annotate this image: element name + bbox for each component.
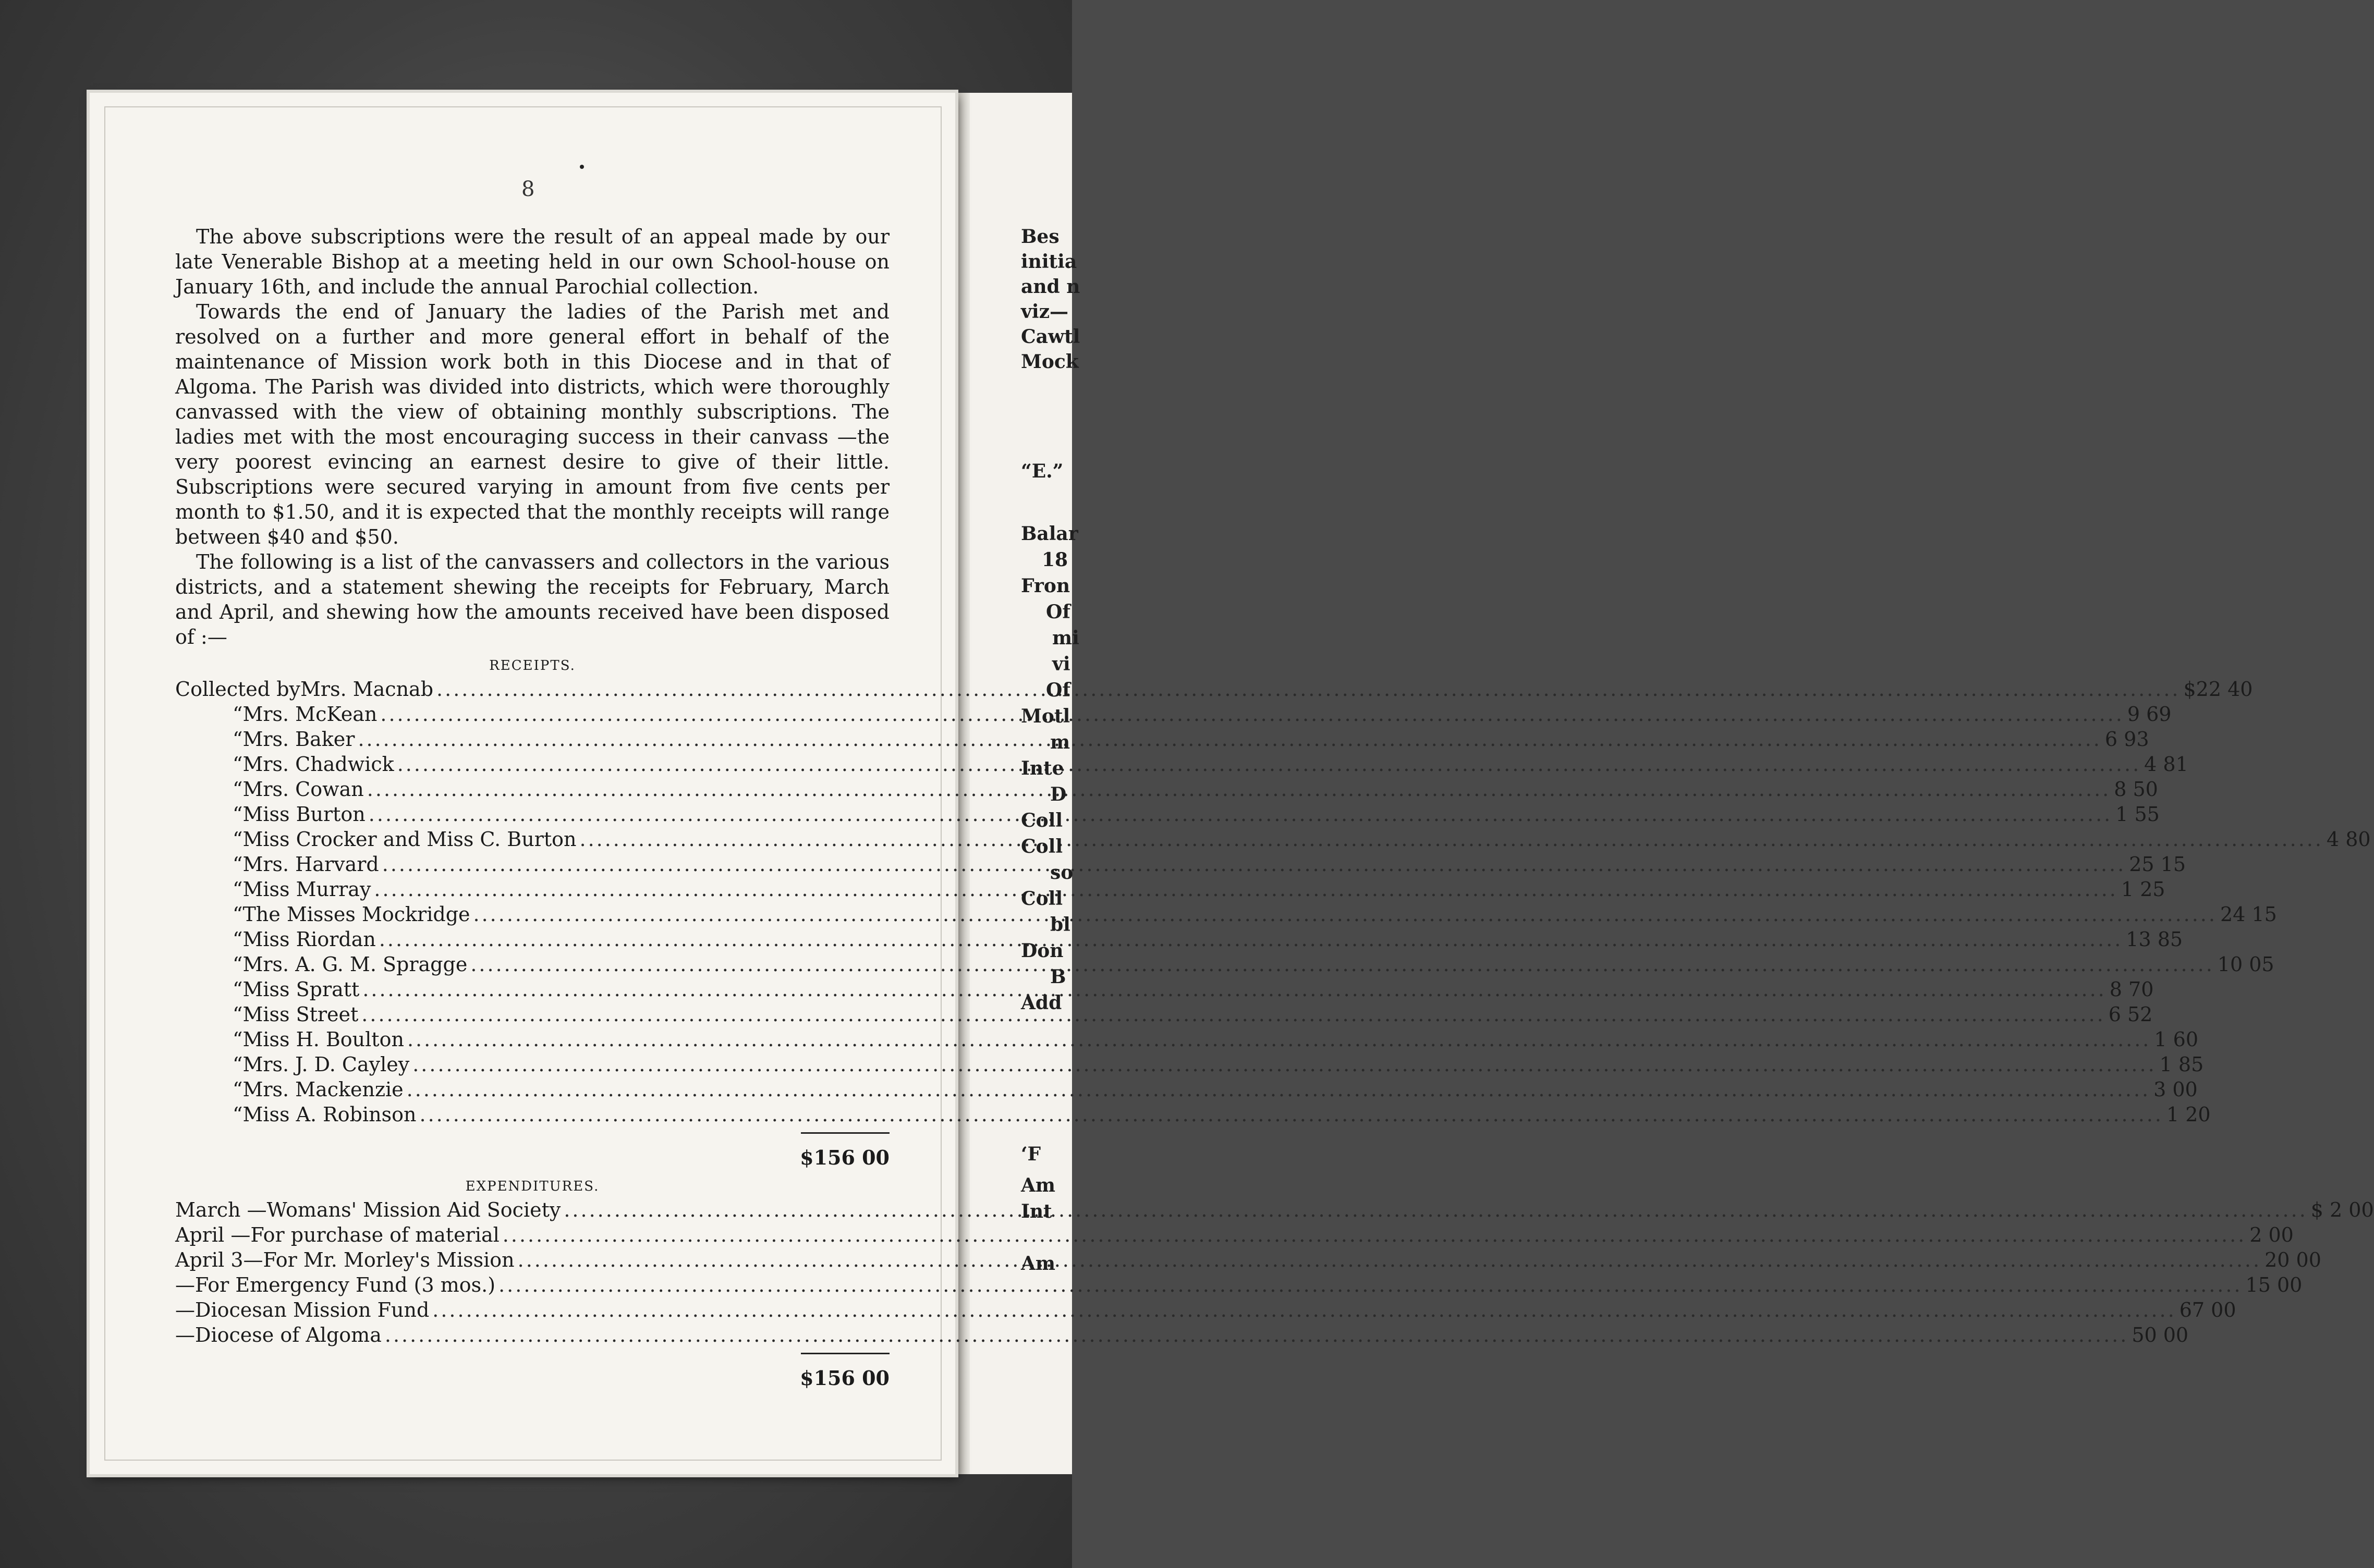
collected-by-label: Collected by — [175, 678, 300, 701]
expenditure-row — [175, 1297, 2236, 1322]
receipt-amount: 8 70 — [2109, 978, 2154, 1001]
leader-dots — [432, 1297, 2176, 1322]
ditto-mark: “ — [233, 728, 243, 751]
receipt-amount: 13 85 — [2126, 928, 2183, 951]
collector-name: Miss Burton — [242, 803, 366, 826]
leader-dots — [579, 827, 2323, 852]
receipt-amount: 8 50 — [2114, 778, 2158, 801]
receipts-total-amount: $156 00 — [800, 1146, 890, 1169]
collector-name: Miss Riordan — [242, 928, 376, 951]
collector-name: Miss Crocker and Miss C. Burton — [242, 828, 577, 851]
expenditure-row — [175, 1272, 2303, 1297]
ditto-mark: “ — [233, 1053, 243, 1076]
expenditure-date: — — [175, 1273, 195, 1296]
facing-page-fragment: Don — [1021, 940, 1064, 962]
expenditure-date: April — — [175, 1223, 251, 1246]
paragraph-canvass: Towards the end of January the ladies of the Parish met and resolved on a further and more general effort in behalf of the maintenance of Mission work both in this Diocese and in that of Algoma. The Parish was divided into districts, which were thoroughly canvassed with the view of obtaining monthly subscriptions. The ladies met with the most encouraging success in their canvass —the very poorest evincing an earnest desire to give of their little. Subscriptions were secured varying in amount from five cents per month to $1.50, and it is expected that the monthly receipts will range between $40 and $50. — [175, 300, 890, 548]
collector-name: Miss Spratt — [242, 978, 360, 1001]
ditto-mark: “ — [233, 778, 243, 801]
facing-page-fragment: Coll — [1021, 836, 1063, 858]
leader-dots — [374, 877, 2117, 902]
facing-page-fragment: Am — [1021, 1253, 1056, 1275]
expenditure-row — [175, 1222, 2294, 1247]
collector-name: Mrs. A. G. M. Spragge — [242, 953, 468, 976]
leader-dots — [503, 1222, 2246, 1247]
expenditure-amount: 15 00 — [2245, 1273, 2303, 1296]
leader-dots — [379, 927, 2123, 952]
facing-page-fragment: Of — [1046, 601, 1070, 623]
facing-page-fragment: Bes — [1021, 226, 1060, 248]
facing-page-fragment: “E.” — [1021, 460, 1064, 482]
facing-page-fragment: initia — [1021, 251, 1077, 273]
expenditure-purpose: For Emergency Fund (3 mos.) — [195, 1273, 496, 1296]
facing-page-fragment: Inte — [1021, 757, 1064, 779]
facing-page-fragment: Of — [1046, 679, 1070, 701]
leader-dots — [412, 1052, 2156, 1077]
facing-page-fragment: ‘F — [1021, 1143, 1041, 1165]
leader-dots — [407, 1027, 2151, 1052]
expenditure-purpose: Womans' Mission Aid Society — [266, 1198, 561, 1221]
leader-dots — [362, 977, 2106, 1002]
collector-name: Mrs. Macnab — [300, 678, 434, 701]
receipt-row — [175, 977, 2154, 1002]
receipt-amount: 4 81 — [2144, 753, 2188, 776]
facing-page-fragment: Balar — [1021, 523, 1078, 545]
expenditure-amount: 20 00 — [2265, 1248, 2321, 1271]
ditto-mark: “ — [233, 903, 243, 926]
facing-page-fragment: vi — [1052, 653, 1070, 675]
leader-dots — [473, 902, 2217, 927]
leader-dots — [361, 1002, 2105, 1027]
ditto-mark: “ — [233, 928, 243, 951]
expenditure-date: April 3— — [175, 1248, 263, 1271]
facing-page-fragment: Int — [1021, 1200, 1052, 1222]
facing-page-fragment: m — [1050, 731, 1070, 753]
expenditure-purpose: For purchase of material — [250, 1223, 500, 1246]
leader-dots — [397, 752, 2141, 777]
facing-page-fragment: viz— — [1021, 301, 1069, 323]
facing-page-fragment: Coll — [1021, 810, 1063, 831]
leader-dots — [358, 727, 2101, 752]
facing-page-fragment: Mock — [1021, 351, 1079, 373]
collector-name: Mrs. Harvard — [242, 853, 379, 876]
receipts-heading: RECEIPTS. — [489, 658, 576, 673]
collector-name: Mrs. Cowan — [242, 778, 364, 801]
facing-page-fragment: Motl — [1021, 705, 1070, 727]
expenditure-amount: $ 2 00 — [2310, 1198, 2374, 1221]
facing-page-fragment: B — [1050, 966, 1066, 988]
receipt-amount: 25 15 — [2129, 853, 2186, 876]
expenditures-total — [175, 1366, 890, 1391]
expenditure-date: — — [175, 1298, 195, 1321]
receipt-amount: 3 00 — [2153, 1078, 2198, 1101]
facing-page-fragment: Fron — [1021, 575, 1070, 597]
expenditure-purpose: For Mr. Morley's Mission — [263, 1248, 515, 1271]
facing-page-fragment: bl — [1050, 914, 1070, 936]
receipt-amount: 6 93 — [2104, 728, 2149, 751]
expenditures-heading: EXPENDITURES. — [465, 1179, 600, 1194]
facing-page-fragment: and n — [1021, 276, 1080, 298]
facing-page-fragment: 18 — [1042, 549, 1068, 571]
expenditures-total-amount: $156 00 — [800, 1366, 890, 1390]
ink-dot — [580, 165, 584, 169]
receipt-amount: 1 20 — [2166, 1103, 2211, 1126]
ditto-mark: “ — [233, 1103, 243, 1126]
collector-name: Miss A. Robinson — [242, 1103, 417, 1126]
facing-page-fragment: Cawtl — [1021, 326, 1080, 348]
ditto-mark: “ — [233, 978, 243, 1001]
leader-dots — [498, 1272, 2242, 1297]
receipt-amount: 4 80 — [2326, 828, 2371, 851]
receipt-amount: 9 69 — [2127, 703, 2172, 726]
receipt-amount: 1 25 — [2121, 878, 2165, 901]
expenditure-amount: 67 00 — [2179, 1298, 2236, 1321]
receipts-rule — [175, 1132, 890, 1134]
ditto-mark: “ — [233, 878, 243, 901]
expenditure-purpose: Diocesan Mission Fund — [195, 1298, 430, 1321]
receipt-row — [175, 1052, 2204, 1077]
receipts-total — [175, 1145, 890, 1170]
ditto-mark: “ — [233, 1078, 243, 1101]
receipt-row — [175, 1102, 2211, 1127]
leader-dots — [369, 802, 2112, 827]
leader-dots — [564, 1197, 2307, 1222]
facing-page-fragment: Add — [1021, 992, 1062, 1014]
receipt-row — [175, 1077, 2198, 1102]
collector-name: Miss Street — [242, 1003, 359, 1026]
expenditure-purpose: Diocese of Algoma — [195, 1324, 382, 1346]
expenditure-date: — — [175, 1324, 195, 1346]
ditto-mark: “ — [233, 753, 243, 776]
ditto-mark: “ — [233, 703, 243, 726]
leader-dots — [367, 777, 2111, 802]
collector-name: Mrs. McKean — [242, 703, 378, 726]
receipt-amount: 1 85 — [2159, 1053, 2204, 1076]
ditto-mark: “ — [233, 1003, 243, 1026]
receipt-row — [175, 727, 2149, 752]
leader-dots — [382, 852, 2126, 877]
leader-dots — [380, 702, 2124, 727]
page-number: 8 — [521, 177, 535, 201]
ditto-mark: “ — [233, 828, 243, 851]
leader-dots — [385, 1322, 2128, 1348]
collector-name: Miss H. Boulton — [242, 1028, 404, 1051]
receipt-amount: 1 55 — [2115, 803, 2160, 826]
paragraph-list-intro: The following is a list of the canvassers and collectors in the various districts, and a statement shewing the receipts for February, March and April, and shewing how the amounts received have been disposed of :— — [175, 550, 890, 648]
leader-dots — [470, 952, 2214, 977]
collector-name: Mrs. Chadwick — [242, 753, 394, 776]
expenditure-date: March — — [175, 1198, 267, 1221]
leader-dots — [407, 1077, 2150, 1102]
ditto-mark: “ — [233, 953, 243, 976]
facing-page-fragment: so — [1050, 862, 1074, 884]
facing-page-fragment: Am — [1021, 1174, 1056, 1196]
receipt-row — [175, 1027, 2198, 1052]
leader-dots — [419, 1102, 2163, 1127]
receipt-amount: $22 40 — [2183, 678, 2253, 701]
receipt-amount: 24 15 — [2220, 903, 2277, 926]
expenditures-rule — [175, 1353, 890, 1354]
facing-page-fragment: D — [1050, 783, 1067, 805]
leader-dots — [436, 677, 2180, 702]
expenditure-amount: 50 00 — [2132, 1324, 2189, 1346]
facing-page-fragment: mi — [1052, 627, 1079, 649]
receipt-amount: 1 60 — [2154, 1028, 2198, 1051]
collector-name: Miss Murray — [242, 878, 371, 901]
expenditure-row — [175, 1322, 2189, 1348]
leader-dots — [518, 1247, 2261, 1272]
paragraph-intro: The above subscriptions were the result of an appeal made by our late Venerable Bishop at a meeting held in our own School-house on January 16th, and include the annual Parochial collection. — [175, 225, 890, 298]
receipt-row — [175, 777, 2158, 802]
ditto-mark: “ — [233, 803, 243, 826]
facing-page-fragment: Coll — [1021, 888, 1063, 910]
collector-name: Mrs. Baker — [242, 728, 355, 751]
receipt-amount: 6 52 — [2108, 1003, 2153, 1026]
expenditure-amount: 2 00 — [2249, 1223, 2294, 1246]
collector-name: Mrs. J. D. Cayley — [242, 1053, 410, 1076]
collector-name: The Misses Mockridge — [242, 903, 470, 926]
collector-name: Mrs. Mackenzie — [242, 1078, 404, 1101]
ditto-mark: “ — [233, 1028, 243, 1051]
ditto-mark: “ — [233, 853, 243, 876]
receipt-row — [175, 952, 2274, 977]
receipt-amount: 10 05 — [2217, 953, 2274, 976]
